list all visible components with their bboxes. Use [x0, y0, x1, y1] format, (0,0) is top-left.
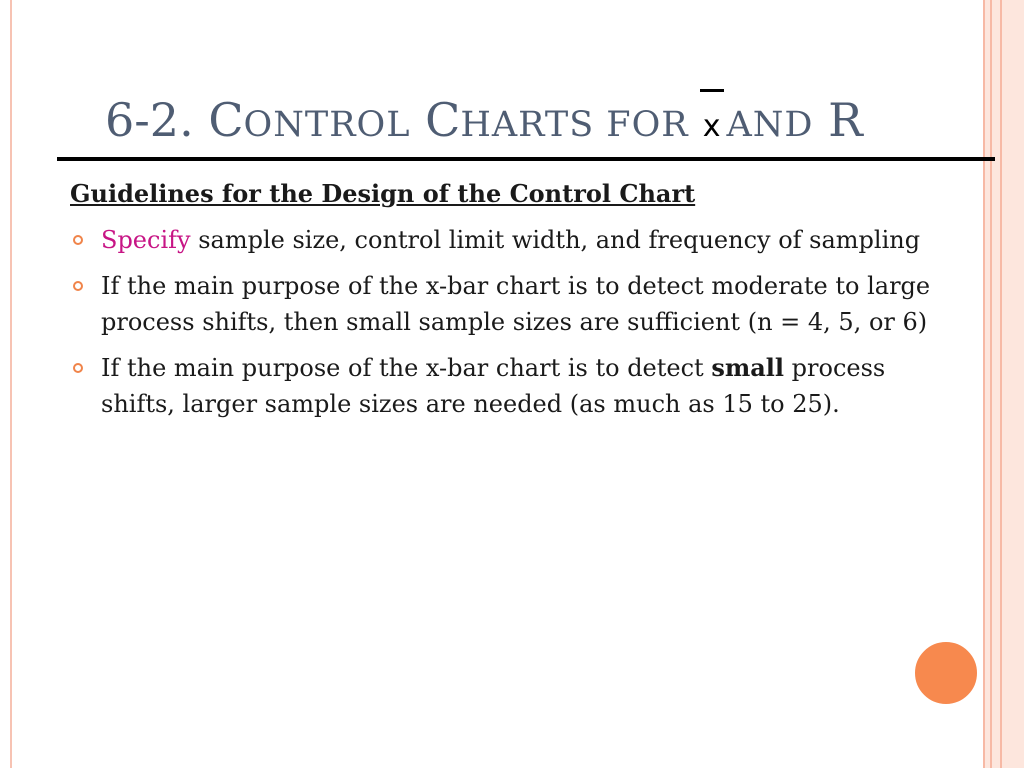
title-word-for: FOR: [594, 105, 701, 145]
bullet-text: sample size, control limit width, and frequency of sampling: [190, 226, 921, 254]
title-word-and: AND: [726, 105, 814, 145]
frame-left-border: [10, 0, 12, 768]
section-heading: Guidelines for the Design of the Control Chart: [70, 179, 696, 208]
x-bar-symbol: [703, 93, 721, 161]
bullet-marker-icon: [73, 363, 83, 373]
decorative-circle: [913, 640, 979, 706]
title-word-charts-initial: C: [425, 93, 461, 147]
slide-title: [105, 86, 975, 154]
title-space: [410, 93, 425, 147]
bullet-bold-word: small: [711, 353, 785, 382]
title-underline-rule: [57, 157, 995, 161]
title-suffix: R: [813, 93, 863, 147]
bullet-item-moderate-shifts: [70, 268, 950, 340]
bullet-item-specify: [70, 222, 950, 258]
bullet-text-after: process shifts, larger sample sizes are needed (as much as 15 to 25).: [101, 354, 886, 418]
bullet-list: [70, 222, 950, 432]
bullet-marker-icon: [73, 235, 83, 245]
bullet-text-before: If the main purpose of the x-bar chart is to detect: [101, 354, 712, 382]
bullet-text: If the main purpose of the x-bar chart is to detect moderate to large process shifts, then small sample sizes are sufficient (n = 4, 5, or 6): [101, 272, 931, 336]
frame-right-stripes: [982, 0, 1024, 768]
bullet-item-small-shifts: [70, 350, 950, 422]
title-word-charts-rest: HARTS: [460, 105, 595, 145]
x-bar-overline: [700, 89, 724, 92]
title-prefix: 6-2. C: [105, 93, 244, 147]
x-bar-letter: x: [702, 109, 721, 144]
bullet-accent-word: Specify: [101, 226, 191, 254]
bullet-marker-icon: [73, 281, 83, 291]
title-word-control-rest: ONTROL: [243, 105, 411, 145]
